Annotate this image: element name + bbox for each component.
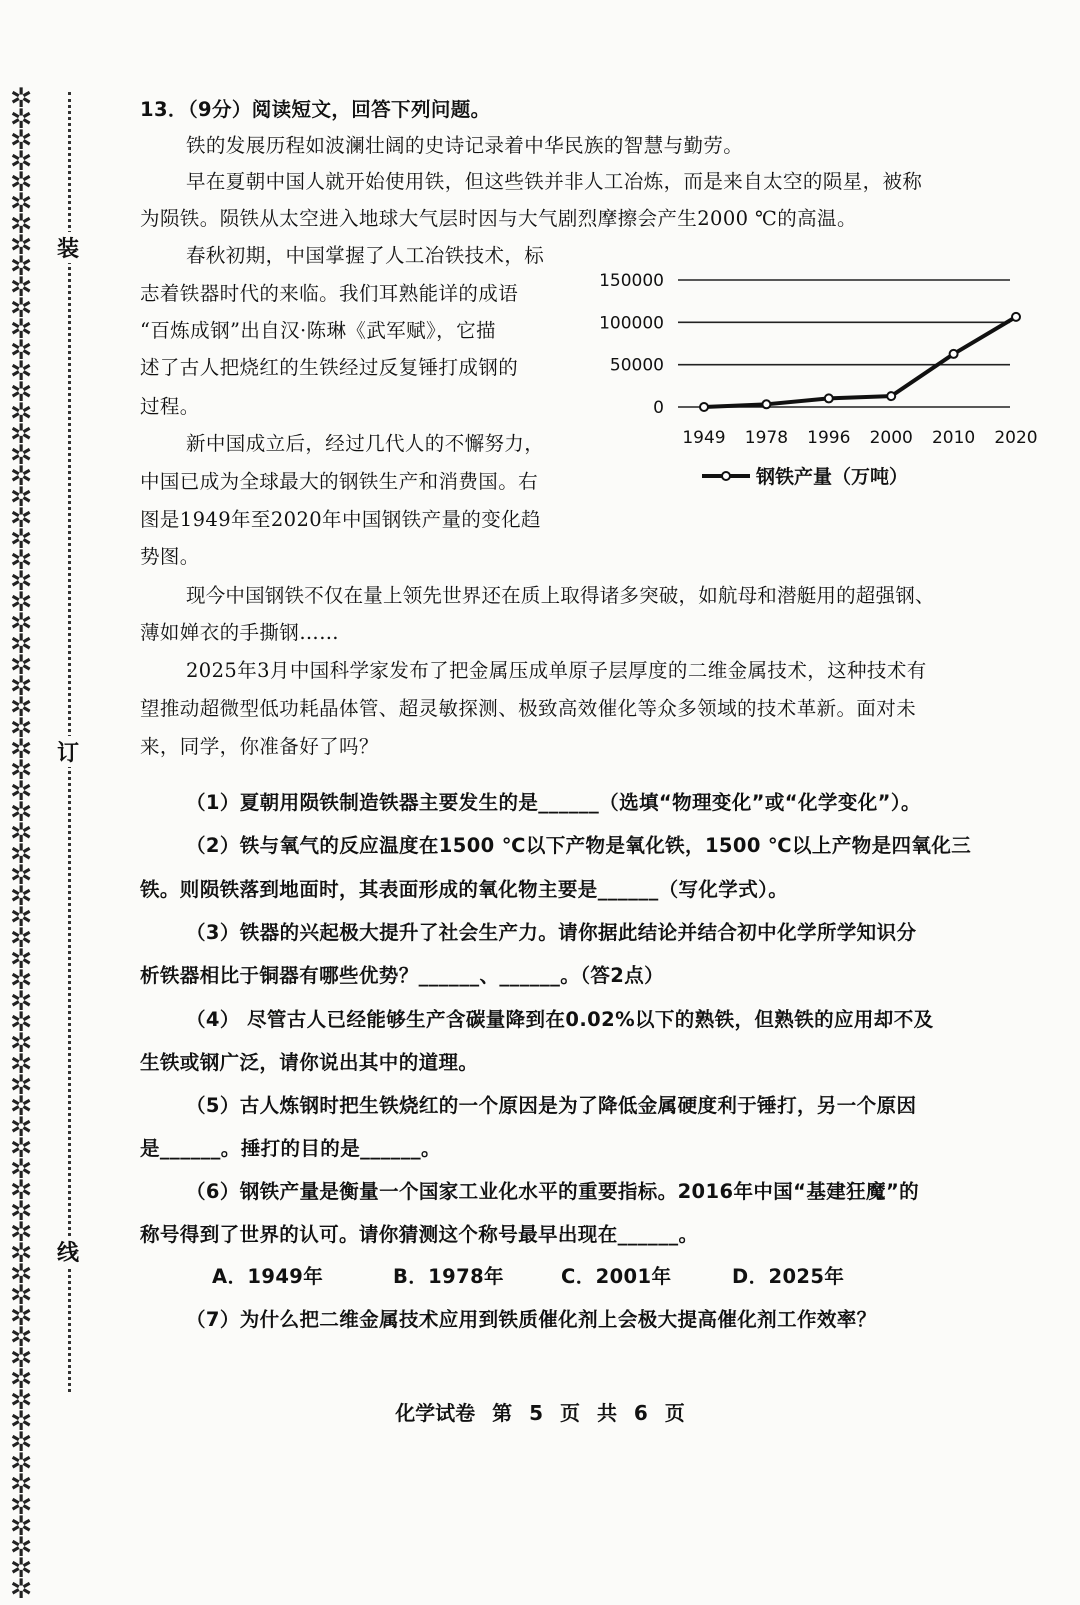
x-tick-label: 2000 bbox=[869, 428, 913, 448]
subquestion-4: （4） 尽管古人已经能够生产含碳量降到在0.02%以下的熟铁，但熟铁的应用却不及 bbox=[186, 1008, 934, 1031]
data-point bbox=[762, 400, 770, 408]
subquestion-4-cont: 生铁或钢广泛，请你说出其中的道理。 bbox=[140, 1051, 479, 1074]
data-point bbox=[825, 394, 833, 402]
y-tick-label: 50000 bbox=[609, 355, 664, 376]
paragraph-line: 述了古人把烧红的生铁经过反复锤打成钢的 bbox=[140, 356, 519, 379]
paragraph-line: “百炼成钢”出自汉·陈琳《武军赋》，它描 bbox=[140, 319, 496, 342]
option-b: B．1978年 bbox=[393, 1265, 504, 1288]
option-c: C．2001年 bbox=[561, 1265, 672, 1288]
data-point bbox=[887, 392, 895, 400]
paragraph-line: 早在夏朝中国人就开始使用铁，但这些铁并非人工冶炼，而是来自太空的陨星，被称 bbox=[186, 170, 923, 193]
paragraph-line: 望推动超微型低功耗晶体管、超灵敏探测、极致高效催化等众多领域的技术革新。面对未 bbox=[140, 697, 917, 720]
binding-label-xian: 线 bbox=[53, 1236, 83, 1267]
paragraph-line: 中国已成为全球最大的钢铁生产和消费国。右 bbox=[140, 470, 539, 493]
legend-label: 钢铁产量（万吨） bbox=[756, 466, 909, 488]
subquestion-6: （6）钢铁产量是衡量一个国家工业化水平的重要指标。2016年中国“基建狂魔”的 bbox=[186, 1180, 920, 1203]
subquestion-2: （2）铁与氧气的反应温度在1500 ℃以下产物是氧化铁，1500 ℃以上产物是四氧化三 bbox=[186, 834, 972, 857]
subquestion-6-cont: 称号得到了世界的认可。请你猜测这个称号最早出现在______。 bbox=[140, 1223, 699, 1246]
legend-marker bbox=[722, 472, 730, 480]
page-footer bbox=[0, 1397, 1080, 1426]
subquestion-2-cont: 铁。则陨铁落到地面时，其表面形成的氧化物主要是______（写化学式）。 bbox=[140, 878, 789, 901]
subquestion-1: （1）夏朝用陨铁制造铁器主要发生的是______（选填“物理变化”或“化学变化”）。 bbox=[186, 791, 921, 814]
series-line bbox=[704, 317, 1016, 407]
paragraph-line: 铁的发展历程如波澜壮阔的史诗记录着中华民族的智慧与勤劳。 bbox=[186, 134, 744, 157]
subquestion-3-cont: 析铁器相比于铜器有哪些优势？______、______。（答2点） bbox=[140, 964, 665, 987]
paragraph-line: 势图。 bbox=[140, 545, 200, 568]
data-point bbox=[950, 350, 958, 358]
steel-production-chart bbox=[590, 262, 1038, 502]
paragraph-line: 为陨铁。陨铁从太空进入地球大气层时因与大气剧烈摩擦会产生2000 ℃的高温。 bbox=[140, 207, 857, 230]
option-a: A．1949年 bbox=[212, 1265, 324, 1288]
y-tick-label: 150000 bbox=[599, 271, 664, 291]
subquestion-3: （3）铁器的兴起极大提升了社会生产力。请你据此结论并结合初中化学所学知识分 bbox=[186, 921, 917, 944]
question-title: 13．（9分）阅读短文，回答下列问题。 bbox=[140, 98, 491, 121]
paragraph-line: 来，同学，你准备好了吗？ bbox=[140, 735, 379, 758]
paragraph-line: 现今中国钢铁不仅在量上领先世界还在质上取得诸多突破，如航母和潜艇用的超强钢、 bbox=[186, 584, 935, 607]
data-point bbox=[1012, 313, 1020, 321]
paragraph-line: 新中国成立后，经过几代人的不懈努力， bbox=[186, 432, 545, 455]
subquestion-5-cont: 是______。捶打的目的是______。 bbox=[140, 1137, 441, 1160]
x-tick-label: 2010 bbox=[931, 428, 976, 448]
y-tick-label: 100000 bbox=[599, 313, 664, 334]
binding-label-zhuang: 装 bbox=[53, 232, 83, 263]
x-tick-label: 1996 bbox=[807, 428, 851, 448]
binding-gear-strip: ✲✲✲✲✲✲✲✲✲✲✲✲✲✲✲✲✲✲✲✲✲✲✲✲✲✲✲✲✲✲✲✲✲✲✲✲✲✲✲✲✲✲✲✲✲✲✲✲✲✲✲✲✲✲✲✲✲✲✲✲✲✲✲✲✲✲✲✲✲✲✲✲ bbox=[9, 83, 33, 1605]
paragraph-line: 图是1949年至2020年中国钢铁产量的变化趋 bbox=[140, 508, 541, 531]
x-tick-label: 2020 bbox=[994, 428, 1038, 448]
binding-label-ding: 订 bbox=[53, 736, 83, 767]
x-tick-label: 1978 bbox=[744, 428, 789, 448]
paragraph-line: 薄如婵衣的手撕钢…… bbox=[140, 621, 340, 644]
footer-total: 共 6 页 bbox=[596, 1401, 685, 1425]
option-d: D．2025年 bbox=[732, 1265, 845, 1288]
paragraph-line: 过程。 bbox=[140, 395, 200, 418]
paragraph-line: 2025年3月中国科学家发布了把金属压成单原子层厚度的二维金属技术，这种技术有 bbox=[186, 659, 927, 682]
subquestion-5: （5）古人炼钢时把生铁烧红的一个原因是为了降低金属硬度利于锤打，另一个原因 bbox=[186, 1094, 917, 1117]
x-tick-label: 1949 bbox=[682, 428, 726, 448]
data-point bbox=[700, 403, 708, 411]
y-tick-label: 0 bbox=[653, 398, 664, 418]
footer-page: 第 5 页 bbox=[492, 1401, 580, 1425]
footer-subject: 化学试卷 bbox=[395, 1401, 476, 1425]
paragraph-line: 志着铁器时代的来临。我们耳熟能详的成语 bbox=[140, 282, 519, 305]
subquestion-7: （7）为什么把二维金属技术应用到铁质催化剂上会极大提高催化剂工作效率？ bbox=[186, 1308, 877, 1331]
paragraph-line: 春秋初期，中国掌握了人工冶铁技术，标 bbox=[186, 244, 545, 267]
